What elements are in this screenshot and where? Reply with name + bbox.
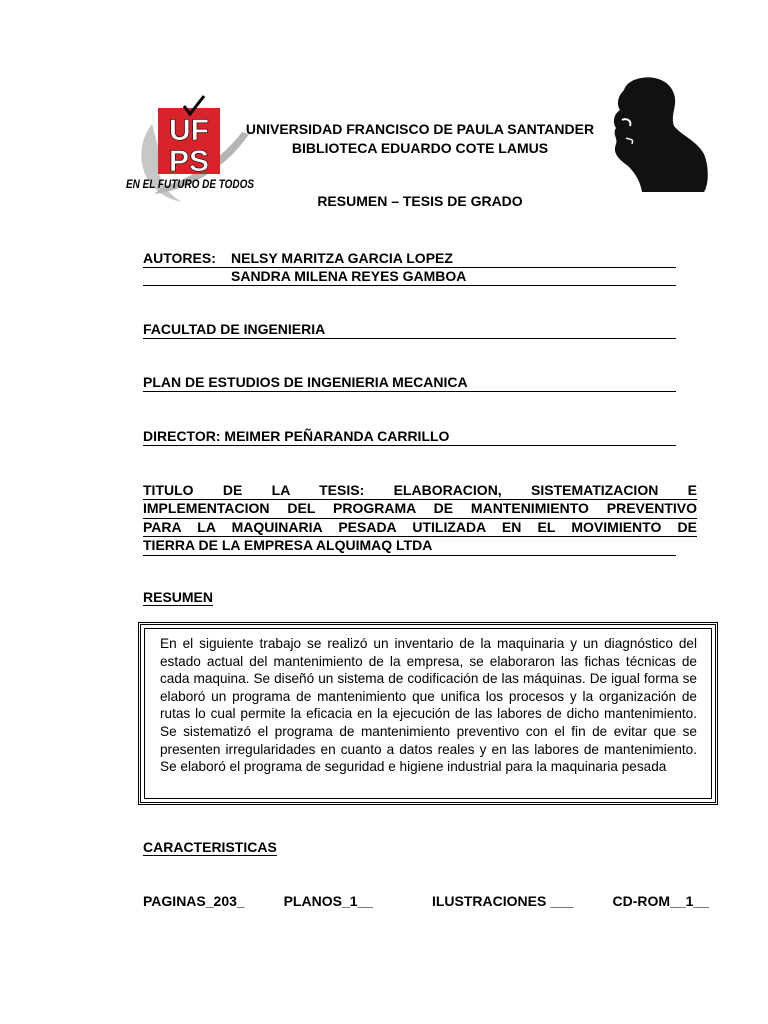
summary-heading: RESUMEN xyxy=(143,589,214,605)
logo-text-bottom: PS xyxy=(168,145,210,178)
library-name: BIBLIOTECA EDUARDO COTE LAMUS xyxy=(291,140,549,156)
cdrom-count: CD-ROM__1__ xyxy=(612,893,709,909)
characteristics-heading: CARACTERISTICAS xyxy=(143,839,277,855)
pages-count: PAGINAS_203_ xyxy=(143,893,245,909)
logo-text-top: UF xyxy=(169,114,209,147)
summary-box xyxy=(138,622,718,805)
program-line: PLAN DE ESTUDIOS DE INGENIERIA MECANICA xyxy=(143,374,676,392)
director-line: DIRECTOR: MEIMER PEÑARANDA CARRILLO xyxy=(143,428,676,446)
document-title: RESUMEN – TESIS DE GRADO xyxy=(317,193,523,209)
thesis-title-line: TITULO DE LA TESIS: ELABORACION, SISTEMATIZACION E xyxy=(143,482,697,500)
faculty-line: FACULTAD DE INGENIERIA xyxy=(143,321,676,339)
author-row-2 xyxy=(143,268,676,286)
thesis-title-line: PARA LA MAQUINARIA PESADA UTILIZADA EN EL MOVIMIENTO DE xyxy=(143,519,697,537)
characteristics-stats xyxy=(143,893,709,909)
author-name: NELSY MARITZA GARCIA LOPEZ xyxy=(231,250,453,266)
thesis-title-line: IMPLEMENTACION DEL PROGRAMA DE MANTENIMIENTO PREVENTIVO xyxy=(143,500,697,518)
university-name: UNIVERSIDAD FRANCISCO DE PAULA SANTANDER xyxy=(245,121,595,137)
author-name: SANDRA MILENA REYES GAMBOA xyxy=(231,268,467,284)
plans-count: PLANOS_1__ xyxy=(283,893,374,909)
thesis-title-line: TIERRA DE LA EMPRESA ALQUIMAQ LTDA xyxy=(143,537,676,555)
summary-text: En el siguiente trabajo se realizó un inventario de la maquinaria y un diagnóstico del estado actual del mantenimiento de la empresa, se elaboraron las fichas técnicas de cada maquina. Se diseñó un sistema de codificación de las máquinas. De igual forma se elaboró un programa de mantenimiento que unifica los procesos y la organización de rutas lo cual permite la eficacia en la ejecución de las labores de dicho mantenimiento. Se sistematizó el programa de mantenimiento preventivo con el fin de evitar que se presenten irregularidades en cuanto a datos reales y en las labores de mantenimiento. Se elaboró el programa de seguridad e higiene industrial para la maquinaria pesada xyxy=(144,628,712,799)
author-row-1 xyxy=(143,250,676,268)
authors-label: AUTORES: xyxy=(143,250,216,266)
illustrations-count: ILUSTRACIONES ___ xyxy=(431,893,574,909)
thesis-title xyxy=(143,482,697,556)
logo-slogan: EN EL FUTURO DE TODOS xyxy=(126,179,255,191)
